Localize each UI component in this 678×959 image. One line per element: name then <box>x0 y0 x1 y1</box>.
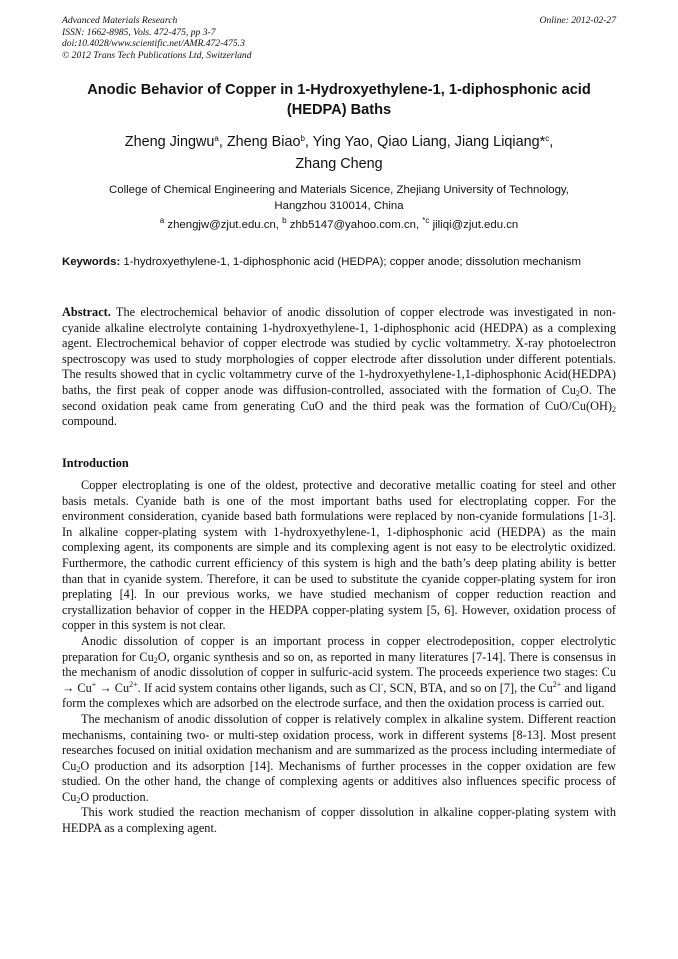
paragraph <box>62 634 616 712</box>
subscript: 2 <box>575 388 580 398</box>
email-a: zhengjw@zjut.edu.cn, <box>164 219 283 231</box>
subscript: 2 <box>76 764 81 774</box>
text-run: O, organic synthesis and so on, as reported in many literatures [7-14]. There is consensus in the mechanism of anodic dissolution of copper in sulfuric-acid system. The proceeds experience two stages: Cu → Cu <box>62 649 616 695</box>
paragraph <box>62 712 616 806</box>
section-heading: Introduction <box>62 456 129 470</box>
abstract-text: O. The second oxidation peak came from generating CuO and the third peak was the formation of CuO/Cu(OH) <box>62 382 616 413</box>
abstract-label: Abstract. <box>62 305 111 319</box>
paper-title <box>62 80 616 120</box>
email-b: zhb5147@yahoo.com.cn, <box>286 219 423 231</box>
author-name: , Ying Yao, Qiao Liang, Jiang Liqiang* <box>304 134 546 150</box>
introduction-body <box>62 478 616 837</box>
keywords-text: 1-hydroxyethylene-1, 1-diphosphonic acid (HEDPA); copper anode; dissolution mechanism <box>120 256 581 268</box>
text-run: and ligand form the complexes which are adsorbed on the electrode surface, and then the oxidation process is carried out. <box>62 680 616 711</box>
subscript: 2 <box>612 404 616 414</box>
text-run: The mechanism of anodic dissolution of copper is relatively complex in alkaline system. Different reaction mechanisms, containing two- or multi-step oxidation process, work in different systems [8-13]. Most present researches focused on initial oxidation mechanism and are summarized as the process including intermediate of Cu <box>62 711 616 773</box>
subscript: 2 <box>153 655 158 665</box>
journal-name: Advanced Materials Research <box>62 15 178 26</box>
online-date: Online: 2012-02-27 <box>539 15 616 26</box>
email-c: jiliqi@zjut.edu.cn <box>429 219 519 231</box>
affiliation <box>62 183 616 214</box>
superscript: + <box>91 679 97 689</box>
text-run: , SCN, BTA, and so on [7], the Cu <box>383 680 553 695</box>
keywords-label: Keywords: <box>62 256 121 268</box>
author-sup: b <box>300 134 305 143</box>
superscript: 2+ <box>129 679 138 689</box>
text-run: O production. <box>80 789 149 804</box>
superscript: 2+ <box>552 679 562 689</box>
text-run: . If acid system contains other ligands, such as Cl <box>137 680 381 695</box>
text-run: O production and its adsorption [14]. Mechanisms of further processes in the copper oxidation are few studied. On the other hand, the change of complexing agents or additives also influences specific process of Cu <box>62 758 616 804</box>
abstract <box>62 305 616 430</box>
author-line-1 <box>62 131 616 153</box>
author-name: Zheng Jingwu <box>124 134 215 150</box>
journal-issn: ISSN: 1662-8985, Vols. 472-475, pp 3-7 <box>62 26 216 38</box>
title-line-2: (HEDPA) Baths <box>286 102 392 118</box>
title-line-1: Anodic Behavior of Copper in 1-Hydroxyethylene-1, 1-diphosphonic acid <box>87 82 591 98</box>
superscript: - <box>380 679 384 689</box>
journal-copyright: © 2012 Trans Tech Publications Ltd, Switzerland <box>62 49 252 61</box>
journal-doi: doi:10.4028/www.scientific.net/AMR.472-475.3 <box>62 38 245 50</box>
affiliation-line-1: College of Chemical Engineering and Materials Sicence, Zhejiang University of Technology, <box>109 184 569 196</box>
abstract-text: compound. <box>62 414 117 429</box>
subscript: 2 <box>76 795 81 805</box>
journal-header <box>62 15 616 61</box>
email-sup: a <box>159 216 165 225</box>
author-sup: a <box>214 134 219 143</box>
email-sup: *c <box>422 216 430 225</box>
email-sup: b <box>282 216 287 225</box>
text-run: Anodic dissolution of copper is an important process in copper electrodeposition, copper electrolytic preparation for Cu <box>62 633 616 664</box>
author-emails <box>62 218 616 233</box>
author-name: , Zheng Biao <box>218 134 301 150</box>
author-list <box>62 131 616 175</box>
text-run: → Cu <box>96 680 130 695</box>
paragraph: Copper electroplating is one of the oldest, protective and decorative metallic coating for steel and other basis metals. Cyanide bath is one of the most important baths used for electroplating copper. For the environment consideration, cyanide based bath formulations were replaced by non-cyanide formulations [1-3]. In alkaline copper-plating system with 1-hydroxyethylene-1, 1-diphosphonic acid (HEDPA) as the main complexing agent, its components are simple and its complexing agent is not easy to be electrolytic oxidized. Furthermore, the cathodic current efficiency of this system is high and the bath’s deep plating ability is better than that in cyanide system. Therefore, it can be used to substitute the cyanide copper-plating system for iron preplating [4]. In our previous works, we have studied mechanism of copper reduction reaction and crystallization behavior of copper in the HEDPA copper-plating system [5, 6]. However, oxidation process of copper in this system is not clear. <box>62 478 616 633</box>
abstract-text: The electrochemical behavior of anodic dissolution of copper electrode was investigated in non-cyanide alkaline electrolyte containing 1-hydroxyethylene-1, 1-diphosphonic acid (HEDPA) as a complexing agent. Electrochemical behavior of copper electrode was studied by cyclic voltammetry. X-ray photoelectron spectroscopy was used to study morphologies of copper electrode after dissolution under different potentials. The results showed that in cyclic voltammetry curve of the 1-hydroxyethylene-1,1-diphosphonic Acid(HEDPA) baths, the first peak of copper anode was diffusion-controlled, associated with the formation of Cu <box>62 305 616 397</box>
affiliation-line-2: Hangzhou 310014, China <box>274 199 404 212</box>
author-sup: c <box>545 134 550 143</box>
author-line-2: Zhang Cheng <box>295 156 383 172</box>
paragraph: This work studied the reaction mechanism of copper dissolution in alkaline copper-plating system with HEDPA as a complexing agent. <box>62 805 616 836</box>
author-sep: , <box>549 134 554 150</box>
keywords <box>62 255 616 270</box>
